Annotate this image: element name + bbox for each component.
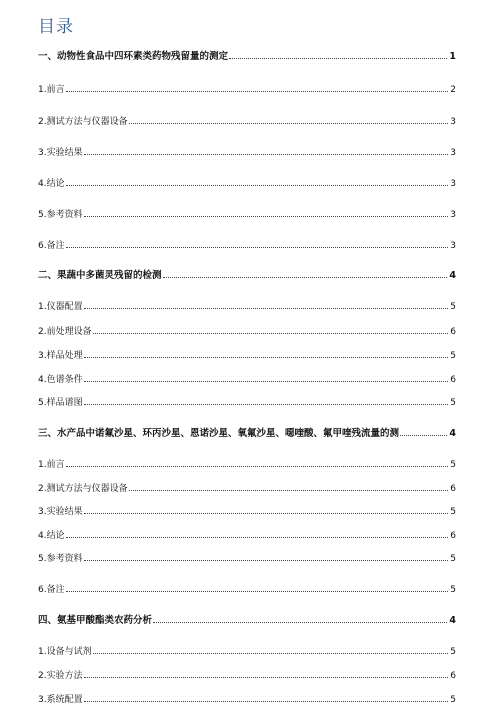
toc-entry[interactable] (38, 116, 456, 128)
toc-page-number: 5 (450, 460, 456, 470)
toc-entry-label: 6.备注 (38, 241, 65, 251)
toc-entry[interactable] (38, 459, 456, 471)
toc-page-number: 5 (450, 398, 456, 408)
dot-leader (84, 404, 449, 405)
toc-entry-label: 二、果蔬中多菌灵残留的检测 (38, 270, 162, 281)
toc-page-number: 3 (450, 117, 456, 127)
toc-entry[interactable] (38, 506, 456, 518)
dot-leader (66, 247, 449, 248)
toc-page-number: 5 (450, 695, 456, 705)
dot-leader (153, 622, 447, 623)
toc-page-number: 5 (450, 585, 456, 595)
toc-entry[interactable] (38, 178, 456, 190)
toc-section-entry[interactable] (38, 51, 456, 63)
dot-leader (84, 513, 449, 514)
toc-entry[interactable] (38, 147, 456, 159)
toc-page-number: 6 (450, 671, 456, 681)
toc-entry[interactable] (38, 301, 456, 313)
toc-entry-label: 5.参考资料 (38, 554, 83, 564)
dot-leader (84, 357, 449, 358)
toc-page-number: 5 (450, 507, 456, 517)
dot-leader (66, 466, 449, 467)
dot-leader (66, 91, 449, 92)
toc-page-number: 4 (449, 270, 456, 281)
toc-entry-label: 2.实验方法 (38, 671, 83, 681)
dot-leader (163, 277, 448, 278)
toc-page-number: 6 (450, 484, 456, 494)
dot-leader (66, 591, 449, 592)
toc-entry-label: 一、动物性食品中四环素类药物残留量的测定 (38, 51, 229, 62)
toc-page-number: 4 (449, 615, 456, 626)
toc-section-entry[interactable] (38, 428, 456, 440)
toc-entry-label: 3.系统配置 (38, 695, 83, 705)
toc-entry-label: 3.实验结果 (38, 507, 83, 517)
toc-entry[interactable] (38, 374, 456, 386)
toc-entry-label: 3.实验结果 (38, 148, 83, 158)
toc-entry[interactable] (38, 209, 456, 221)
dot-leader (84, 216, 449, 217)
toc-entry[interactable] (38, 670, 456, 682)
dot-leader (84, 560, 449, 561)
toc-entry-label: 4.结论 (38, 179, 65, 189)
toc-entry-label: 2.测试方法与仪器设备 (38, 484, 128, 494)
dot-leader (129, 123, 449, 124)
dot-leader (400, 435, 447, 436)
dot-leader (84, 677, 449, 678)
dot-leader (229, 58, 447, 59)
toc-section-entry[interactable] (38, 270, 456, 282)
toc-page-number: 6 (450, 531, 456, 541)
toc-entry[interactable] (38, 584, 456, 596)
toc-entry-label: 4.色谱条件 (38, 375, 83, 385)
dot-leader (93, 333, 449, 334)
toc-page-number: 3 (450, 148, 456, 158)
toc-page-number: 2 (450, 85, 456, 95)
toc-section-entry[interactable] (38, 615, 456, 627)
dot-leader (84, 308, 449, 309)
toc-entry[interactable] (38, 84, 456, 96)
toc-page-number: 5 (450, 302, 456, 312)
toc-entry[interactable] (38, 326, 456, 338)
toc-entry-label: 1.仪器配置 (38, 302, 83, 312)
toc-title: 目录 (38, 17, 74, 37)
toc-entry-label: 1.前言 (38, 460, 65, 470)
toc-entry-label: 2.前处理设备 (38, 327, 92, 337)
dot-leader (84, 701, 449, 702)
toc-page-number: 6 (450, 327, 456, 337)
toc-page-number: 3 (450, 179, 456, 189)
toc-entry-label: 4.结论 (38, 531, 65, 541)
dot-leader (93, 653, 449, 654)
toc-page-number: 5 (450, 351, 456, 361)
toc-entry-label: 四、氨基甲酸酯类农药分析 (38, 615, 153, 626)
toc-page-number: 5 (450, 647, 456, 657)
toc-entry[interactable] (38, 483, 456, 495)
toc-entry-label: 5.样品谱图 (38, 398, 83, 408)
dot-leader (84, 381, 449, 382)
toc-page-number: 5 (450, 554, 456, 564)
toc-entry[interactable] (38, 350, 456, 362)
toc-page-number: 4 (449, 428, 456, 439)
toc-entry-label: 三、水产品中诺氟沙星、环丙沙星、恩诺沙星、氧氟沙星、噁喹酸、氟甲喹残流量的测 (38, 428, 400, 439)
toc-entry-label: 1.前言 (38, 85, 65, 95)
toc-entry[interactable] (38, 397, 456, 409)
toc-entry-label: 2.测试方法与仪器设备 (38, 117, 128, 127)
toc-entry[interactable] (38, 646, 456, 658)
toc-entry[interactable] (38, 694, 456, 706)
dot-leader (129, 490, 449, 491)
dot-leader (84, 154, 449, 155)
toc-entry[interactable] (38, 530, 456, 542)
toc-page-number: 6 (450, 375, 456, 385)
dot-leader (66, 537, 449, 538)
toc-entry-label: 3.样品处理 (38, 351, 83, 361)
toc-page-number: 3 (450, 210, 456, 220)
toc-entry[interactable] (38, 240, 456, 252)
toc-entry-label: 1.设备与试剂 (38, 647, 92, 657)
dot-leader (66, 185, 449, 186)
toc-page-number: 3 (450, 241, 456, 251)
toc-entry[interactable] (38, 553, 456, 565)
toc-entry-label: 6.备注 (38, 585, 65, 595)
toc-page-number: 1 (449, 51, 456, 62)
toc-entry-label: 5.参考资料 (38, 210, 83, 220)
